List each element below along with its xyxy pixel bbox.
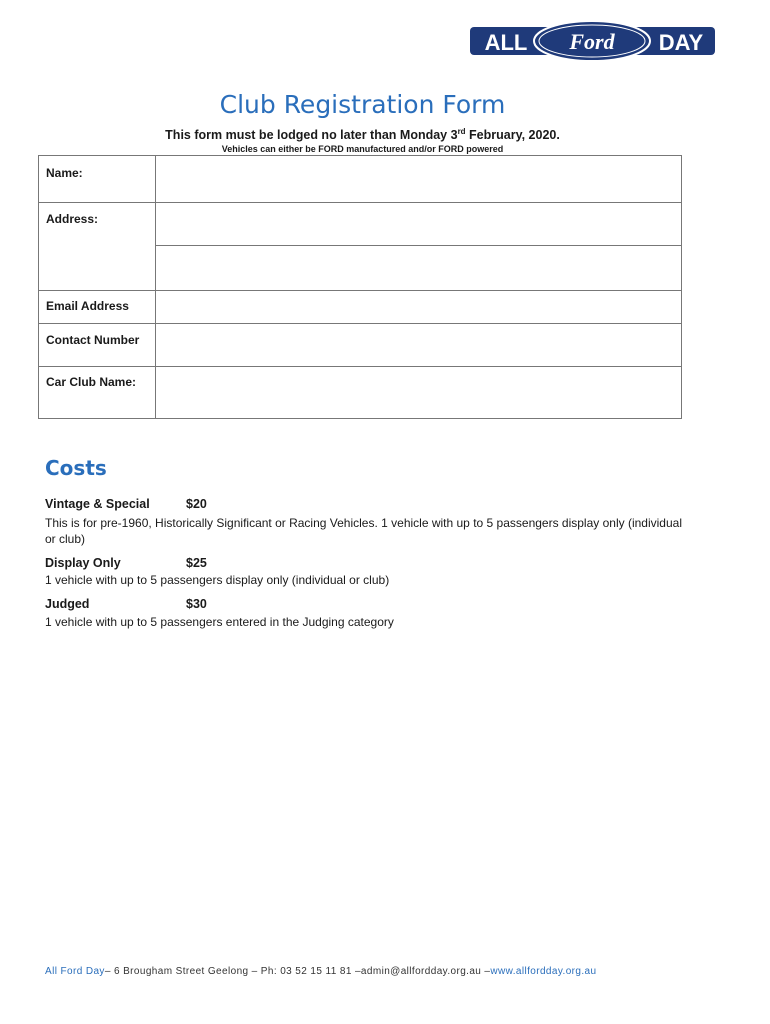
email-field[interactable] (157, 291, 681, 323)
cost-item-price: $30 (186, 597, 207, 611)
page-footer (45, 966, 596, 977)
car-club-name-field[interactable] (157, 367, 681, 419)
cost-item-description: This is for pre-1960, Historically Significant or Racing Vehicles. 1 vehicle with up to 5 passengers display only (individual or club) (45, 516, 682, 546)
address-line1-field[interactable] (157, 203, 681, 245)
registration-form-table (38, 155, 682, 419)
logo-right-text: DAY (658, 30, 704, 55)
costs-heading: Costs (45, 456, 107, 480)
contact-label: Contact Number (46, 333, 140, 347)
cost-item-price: $20 (186, 497, 207, 511)
logo-left-text: ALL (484, 30, 528, 55)
name-label: Name: (46, 166, 83, 180)
deadline-suffix: February, 2020. (465, 128, 560, 142)
cost-item-description: 1 vehicle with up to 5 passengers entered in the Judging category (45, 615, 394, 629)
deadline-prefix: This form must be lodged no later than Monday 3 (165, 128, 458, 142)
contact-number-field[interactable] (157, 324, 681, 366)
cost-item-price: $25 (186, 556, 207, 570)
footer-details: – 6 Brougham Street Geelong – Ph: 03 52 15 11 81 –admin@allfordday.org.au – (104, 966, 491, 977)
name-field[interactable] (157, 156, 681, 202)
deadline-superscript: rd (457, 127, 466, 136)
club-label: Car Club Name: (46, 375, 137, 389)
all-ford-day-logo (470, 20, 715, 62)
cost-item-name: Vintage & Special (45, 497, 150, 511)
cost-item-description: 1 vehicle with up to 5 passengers display only (individual or club) (45, 573, 390, 587)
deadline-notice (0, 127, 725, 142)
page-title: Club Registration Form (219, 90, 506, 119)
address-line2-field[interactable] (157, 246, 681, 290)
cost-item-name: Judged (45, 597, 90, 611)
address-label: Address: (46, 212, 99, 226)
footer-website-link[interactable]: www.allfordday.org.au (490, 966, 597, 977)
email-label: Email Address (46, 299, 129, 313)
cost-item-name: Display Only (45, 556, 121, 570)
vehicles-note: Vehicles can either be FORD manufactured and/or FORD powered (221, 144, 504, 154)
footer-org: All Ford Day (45, 966, 105, 977)
logo-center-text: Ford (569, 29, 615, 54)
